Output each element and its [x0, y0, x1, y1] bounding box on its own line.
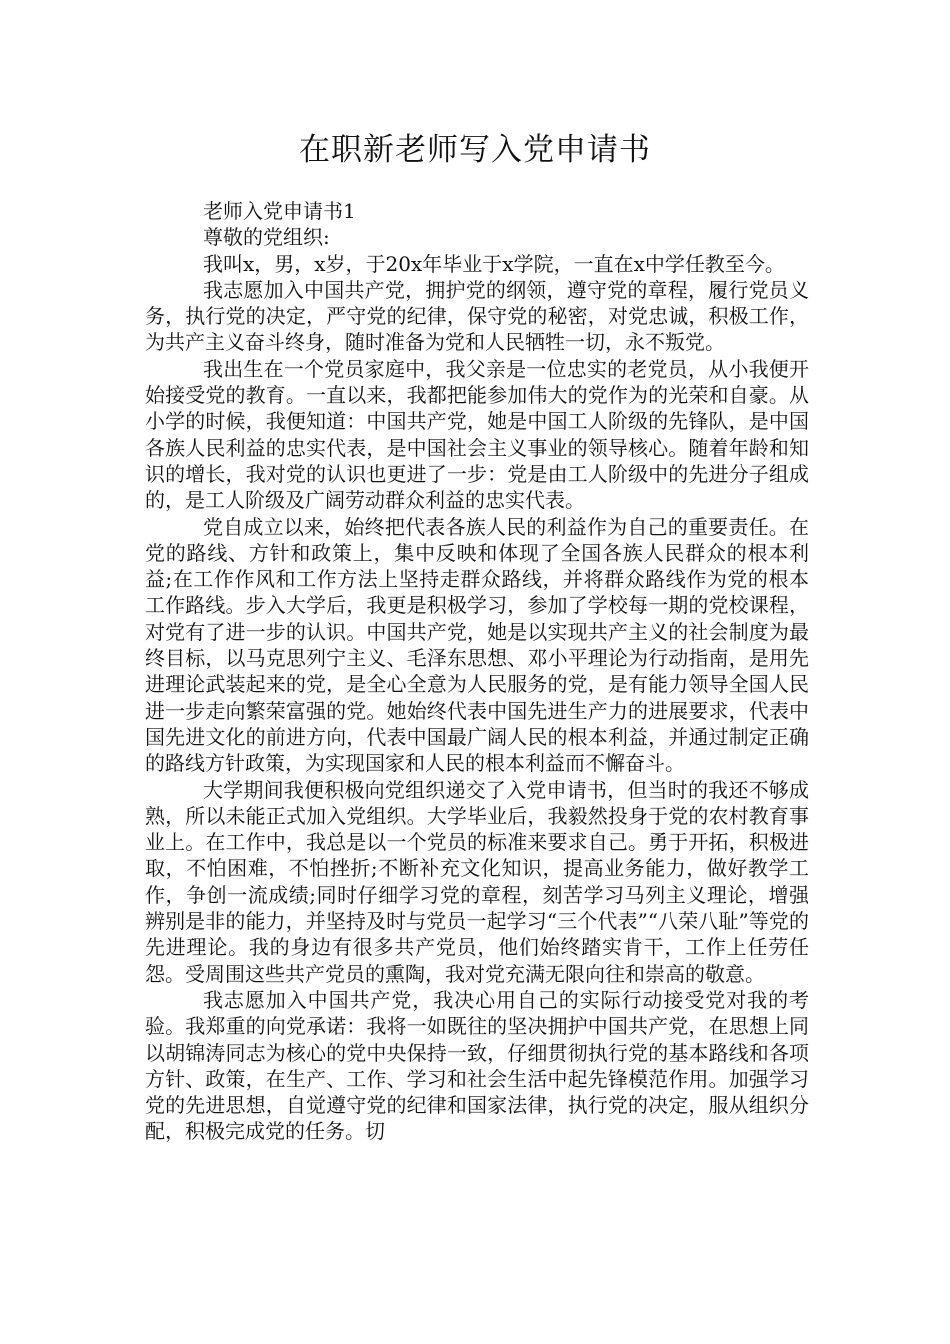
paragraph-family-background: 我出生在一个党员家庭中，我父亲是一位忠实的老党员，从小我便开始接受党的教育。一直以来，我都把能参加伟大的党作为的光荣和自豪。从小学的时候，我便知道：中国共产党，她是中国工人阶级的先锋队，是中国各族人民利益的忠实代表，是中国社会主义事业的领导核心。随着年龄和知识的增长，我对党的认识也更进了一步：党是由工人阶级中的先进分子组成的，是工人阶级及广阔劳动群众利益的忠实代表。	[145, 356, 809, 513]
section-heading: 老师入党申请书1	[203, 199, 356, 223]
salutation: 尊敬的党组织:	[203, 225, 330, 250]
paragraph-introduction: 我叫x，男，x岁，于20x年毕业于x学院，一直在x中学任教至今。	[203, 251, 785, 276]
paragraph-party-understanding: 党自成立以来，始终把代表各族人民的利益作为自己的重要责任。在党的路线、方针和政策上，集中反映和体现了全国各族人民群众的根本利益;在工作作风和工作方法上坚持走群众路线，并将群众路线作为党的根本工作路线。步入大学后，我更是积极学习，参加了学校每一期的党校课程，对党有了进一步的认识。中国共产党，她是以实现共产主义的社会制度为最终目标，以马克思列宁主义、毛泽东思想、邓小平理论为行动指南，是用先进理论武装起来的党，是全心全意为人民服务的党，是有能力领导全国人民进一步走向繁荣富强的党。她始终代表中国先进生产力的进展要求，代表中国先进文化的前进方向，代表中国最广阔人民的根本利益，并通过制定正确的路线方针政策，为实现国家和人民的根本利益而不懈奋斗。	[145, 514, 809, 776]
paragraph-commitment: 我志愿加入中国共产党，我决心用自己的实际行动接受党对我的考验。我郑重的向党承诺：我将一如既往的坚决拥护中国共产党，在思想上同以胡锦涛同志为核心的党中央保持一致，仔细贯彻执行党的基本路线和各项方针、政策，在生产、工作、学习和社会生活中起先锋模范作用。加强学习党的先进思想，自觉遵守党的纪律和国家法律，执行党的决定，服从组织分配，积极完成党的任务。切	[145, 987, 809, 1144]
document-body	[145, 198, 809, 1145]
paragraph-pledge: 我志愿加入中国共产党，拥护党的纲领，遵守党的章程，履行党员义务，执行党的决定，严守党的纪律，保守党的秘密，对党忠诚，积极工作，为共产主义奋斗终身，随时准备为党和人民牺牲一切，永不叛党。	[145, 277, 809, 355]
paragraph-university-and-work: 大学期间我便积极向党组织递交了入党申请书，但当时的我还不够成熟，所以未能正式加入党组织。大学毕业后，我毅然投身于党的农村教育事业上。在工作中，我总是以一个党员的标准来要求自己。勇于开拓，积极进取，不怕困难，不怕挫折;不断补充文化知识，提高业务能力，做好教学工作，争创一流成绩;同时仔细学习党的章程，刻苦学习马列主义理论，增强辨别是非的能力，并坚持及时与党员一起学习“三个代表”“八荣八耻”等党的先进理论。我的身边有很多共产党员，他们始终踏实肯干，工作上任劳任怨。受周围这些共产党员的熏陶，我对党充满无限向往和崇高的敬意。	[145, 777, 809, 986]
document-title: 在职新老师写入党申请书	[299, 132, 651, 168]
